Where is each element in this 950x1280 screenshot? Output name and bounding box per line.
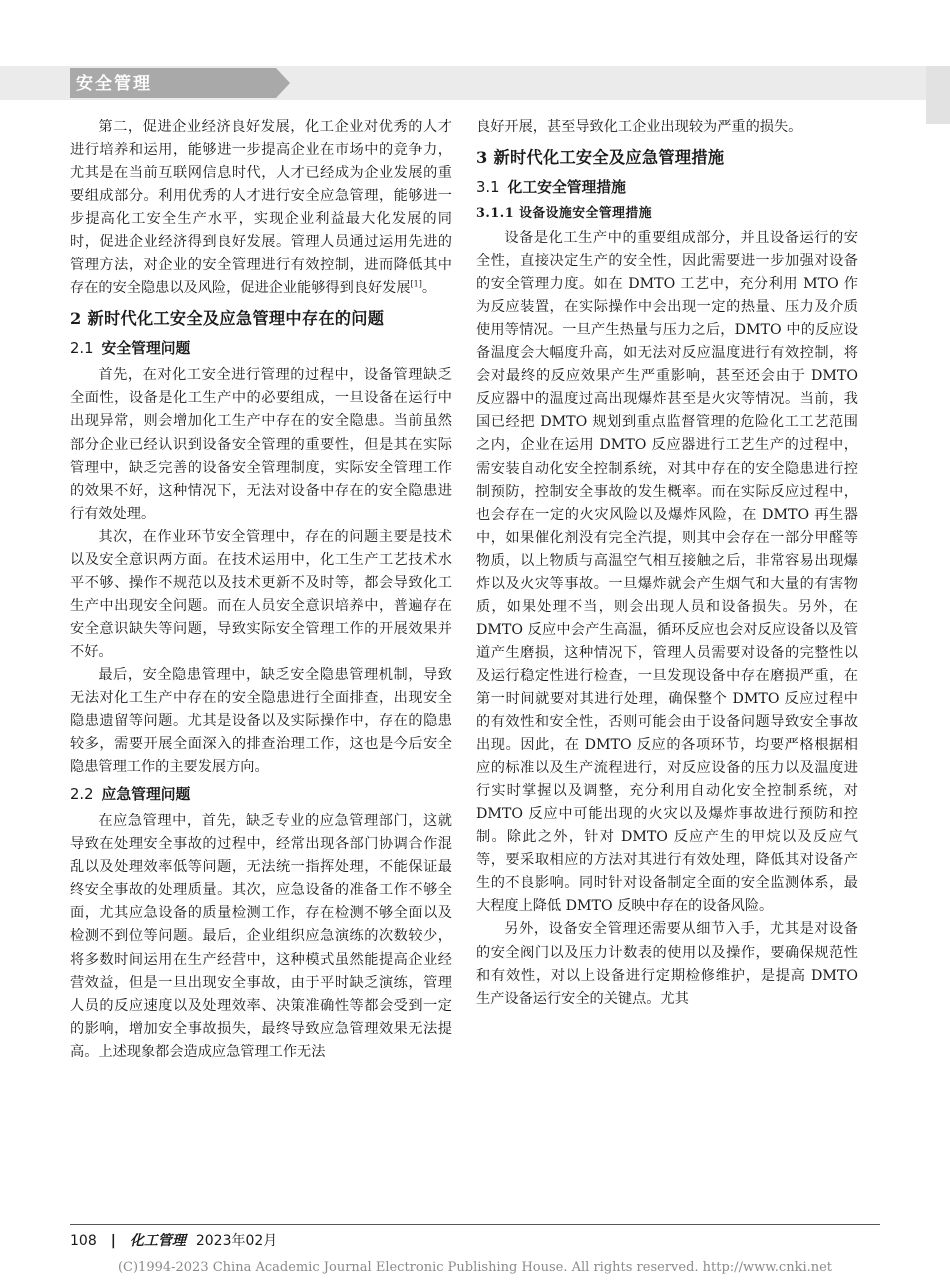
paragraph: 设备是化工生产中的重要组成部分，并且设备运行的安全性，直接决定生产的安全性，因此需要进一步加强对设备的安全管理力度。如在 DMTO 工艺中，充分利用 MTO 作为反应装置，在实际操作中会出现一定的热量、压力及介质使用等情况。一旦产生热量与压力之后，DMTO 中的反应设备温度会大幅度升高，如无法对反应温度进行有效控制，将会对最终的反应效果产生严重影响，甚至还会由于 DMTO 反应器中的温度过高出现爆炸甚至是火灾等情况。当前，我国已经把 DMTO 规划到重点监督管理的危险化工工艺范围之内，企业在运用 DMTO 反应器进行工艺生产的过程中，需安装自动化安全控制系统，对其中存在的安全隐患进行控制预防，控制安全事故的发生概率。而在实际反应过程中，也会存在一定的火灾风险以及爆炸风险，在 DMTO 再生器中，如果催化剂没有完全汽提，则其中会存在一部分甲醛等物质，以上物质与高温空气相互接触之后，非常容易出现爆炸以及火灾等事故。一旦爆炸就会产生烟气和大量的有害物质，如果处理不当，则会出现人员和设备损失。另外，在 DMTO 反应中会产生高温，循环反应也会对反应设备以及管道产生磨损，这种情况下，管理人员需要对设备的完整性以及运行稳定性进行检查，一旦发现设备中存在磨损严重，在第一时间就要对其进行处理，确保整个 DMTO 反应过程中的有效性和安全性，否则可能会由于设备问题导致安全事故出现。因此，在 DMTO 反应的各项环节，均要严格根据相应的标准以及生产流程进行，对反应设备的压力以及温度进行实时掌握以及调整，充分利用自动化安全控制系统，对 DMTO 反应中可能出现的火灾以及爆炸事故进行预防和控制。除此之外，针对 DMTO 反应产生的甲烷以及反应气等，要采取相应的方法对其进行有效处理，降低其对设备产生的不良影响。同时针对设备制定全面的安全监测体系，最大程度上降低 DMTO 反映中存在的设备风险。 bbox=[476, 230, 858, 915]
paragraph: 首先，在对化工安全进行管理的过程中，设备管理缺乏全面性，设备是化工生产中的必要组成，一旦设备在运行中出现异常，则会增加化工生产中存在的安全隐患。当前虽然部分企业已经认识到设备安全管理的重要性，但是其在实际管理中，缺乏完善的设备安全管理制度，实际安全管理工作的效果不好，这种情况下，无法对设备中存在的安全隐患进行有效处理。 bbox=[70, 367, 452, 522]
journal-name: 化工管理 bbox=[129, 1233, 186, 1249]
right-column bbox=[476, 116, 858, 1011]
paragraph: 良好开展，甚至导致化工企业出现较为严重的损失。 bbox=[476, 119, 803, 135]
subsection-number: 2.2 bbox=[70, 786, 94, 804]
section-heading-3: 3 新时代化工安全及应急管理措施 bbox=[476, 148, 725, 168]
paragraph-end: 。 bbox=[421, 280, 437, 297]
citation-ref: [1] bbox=[410, 279, 422, 289]
subsubsection-heading-3-1-1: 3.1.1 设备设施安全管理措施 bbox=[476, 206, 653, 222]
section-heading-2: 2 新时代化工安全及应急管理中存在的问题 bbox=[70, 309, 385, 329]
paragraph: 另外，设备安全管理还需要从细节入手，尤其是对设备的安全阀门以及压力计数表的使用以及操作，要确保规范性和有效性，对以上设备进行定期检修维护，是提高 DMTO 生产设备运行安全的关键点。尤其 bbox=[476, 921, 858, 1007]
subsection-number: 2.1 bbox=[70, 340, 94, 358]
paragraph: 在应急管理中，首先，缺乏专业的应急管理部门，这就导致在处理安全事故的过程中，经常出现各部门协调合作混乱以及处理效率低等问题，无法统一指挥处理，不能保证最终安全事故的处理质量。其次，应急设备的准备工作不够全面，尤其应急设备的质量检测工作，存在检测不够全面以及检测不到位等问题。最后，企业组织应急演练的次数较少，将多数时间运用在生产经营中，这种模式虽然能提高企业经营效益，但是一旦出现安全事故，由于平时缺乏演练，管理人员的反应速度以及处理效率、决策准确性等都会受到一定的影响，增加安全事故损失，最终导致应急管理效果无法提高。上述现象都会造成应急管理工作无法 bbox=[70, 813, 452, 1060]
subsection-heading-2-2 bbox=[70, 782, 452, 807]
footer-separator: | bbox=[110, 1233, 116, 1249]
paragraph-text: 第二，促进企业经济良好发展，化工企业对优秀的人才进行培养和运用，能够进一步提高企业在市场中的竞争力，尤其是在当前互联网信息时代，人才已经成为企业发展的重要组成部分。利用优秀的人才进行安全应急管理，能够进一步提高化工安全生产水平，实现企业利益最大化发展的同时，促进企业经济得到良好发展。管理人员通过运用先进的管理方法，对企业的安全管理进行有效控制，进而降低其中存在的安全隐患以及风险，促进企业能够得到良好发展 bbox=[70, 119, 452, 297]
page-number: 108 bbox=[70, 1233, 97, 1249]
subsection-heading-3-1 bbox=[476, 175, 858, 200]
footer-rule bbox=[70, 1224, 880, 1225]
paragraph: 最后，安全隐患管理中，缺乏安全隐患管理机制，导致无法对化工生产中存在的安全隐患进行全面排查，出现安全隐患遗留等问题。尤其是设备以及实际操作中，存在的隐患较多，需要开展全面深入的排查治理工作，这也是今后安全隐患管理工作的主要发展方向。 bbox=[70, 666, 452, 776]
left-column bbox=[70, 116, 452, 1064]
subsection-title: 化工安全管理措施 bbox=[507, 179, 626, 197]
subsection-title: 安全管理问题 bbox=[101, 340, 191, 358]
subsection-number: 3.1 bbox=[476, 179, 500, 197]
paragraph: 其次，在作业环节安全管理中，存在的问题主要是技术以及安全意识两方面。在技术运用中，化工生产工艺技术水平不够、操作不规范以及技术更新不及时等，都会导致化工生产中出现安全问题。而在人员安全意识培养中，普遍存在安全意识缺失等问题，导致实际安全管理工作的开展效果并不好。 bbox=[70, 528, 452, 660]
subsection-title: 应急管理问题 bbox=[101, 786, 191, 804]
page-footer bbox=[70, 1230, 277, 1252]
copyright-notice: (C)1994-2023 China Academic Journal Electronic Publishing House. All rights reserved. http://www.cnki.net bbox=[117, 1260, 833, 1275]
subsection-heading-2-1 bbox=[70, 336, 452, 361]
section-title: 安全管理 bbox=[76, 74, 152, 94]
header-side-bar bbox=[926, 66, 950, 124]
paragraph bbox=[70, 116, 452, 300]
issue-date: 2023年02月 bbox=[195, 1233, 278, 1249]
